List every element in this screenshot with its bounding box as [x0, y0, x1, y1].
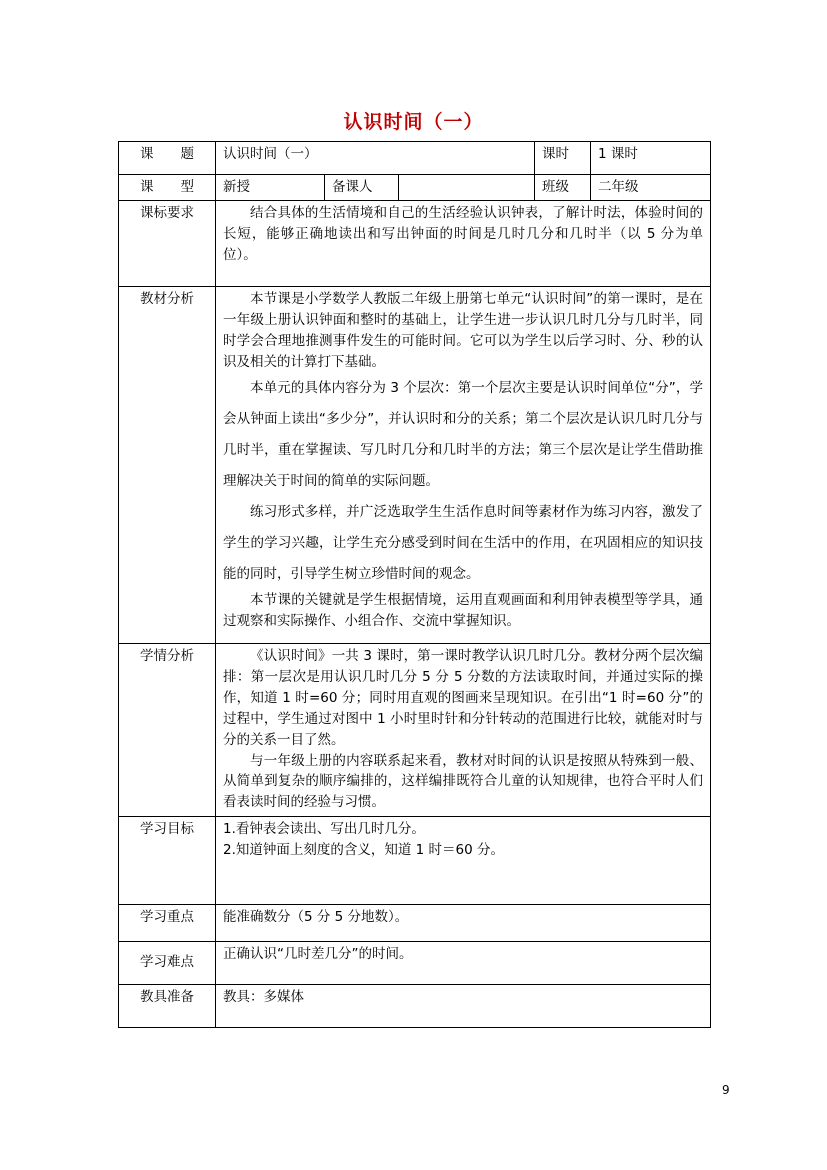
tools-label: 教具准备: [119, 984, 216, 1027]
students-paragraph: 《认识时间》一共 3 课时，第一课时教学认识几时几分。教材分两个层次编排：第一层次是用认识几时几分 5 分 5 分数的方法读取时间，并通过实际的操作，知道 1 时=60 分；同时用直观的图画来呈现知识。在引出“1 时=60 分”的过程中，学生通过对图中 1 小时里时针和分针转动的范围进行比较，就能对时与分的关系一目了然。: [223, 647, 703, 748]
standards-row: [119, 200, 711, 286]
key-point-label: 学习重点: [119, 904, 216, 941]
preparer-value: [399, 175, 535, 201]
standards-text: 结合具体的生活情境和自己的生活经验认识钟表，了解计时法，体验时间的长短，能够正确地读出和写出钟面的时间是几时几分和几时半（以 5 分为单位）。: [223, 204, 703, 263]
tools-text: 教具：多媒体: [216, 984, 711, 1027]
type-value: 新授: [216, 175, 325, 201]
material-paragraph: 练习形式多样，并广泛选取学生生活作息时间等素材作为练习内容，激发了学生的学习兴趣，让学生充分感受到时间在生活中的作用，在巩固相应的知识技能的同时，引导学生树立珍惜时间的观念。: [223, 503, 703, 582]
type-row: [119, 175, 711, 201]
students-paragraph: 与一年级上册的内容联系起来看，教材对时间的认识是按照从特殊到一般、从简单到复杂的顺序编排的，这样编排既符合儿童的认知规律，也符合平时人们看表读时间的经验与习惯。: [223, 752, 703, 811]
page-number: 9: [722, 1083, 730, 1097]
key-point-row: [119, 904, 711, 941]
objectives-label: 学习目标: [119, 816, 216, 904]
grade-label: 班级: [535, 175, 591, 201]
topic-value: 认识时间（一）: [216, 142, 535, 175]
material-row: [119, 286, 711, 643]
lesson-plan-table: [118, 141, 711, 1028]
objective-item: 1.看钟表会读出、写出几时几分。: [223, 820, 425, 837]
key-point-text: 能准确数分（5 分 5 分地数）。: [216, 904, 711, 941]
period-label: 课时: [535, 142, 591, 175]
topic-label: 课 题: [119, 142, 216, 175]
students-label: 学情分析: [119, 643, 216, 816]
preparer-label: 备课人: [325, 175, 399, 201]
document-title: 认识时间（一）: [343, 111, 484, 133]
topic-row: [119, 142, 711, 175]
grade-value: 二年级: [591, 175, 711, 201]
objective-item: 2.知道钟面上刻度的含义，知道 1 时＝60 分。: [223, 841, 505, 858]
students-row: [119, 643, 711, 816]
type-label: 课 型: [119, 175, 216, 201]
period-value: 1 课时: [591, 142, 711, 175]
material-paragraph: 本节课是小学数学人教版二年级上册第七单元“认识时间”的第一课时，是在一年级上册认识钟面和整时的基础上，让学生进一步认识几时几分与几时半，同时学会合理地推测事件发生的可能时间。它可以为学生以后学习时、分、秒的认识及相关的计算打下基础。: [223, 290, 703, 370]
standards-label: 课标要求: [119, 200, 216, 286]
tools-row: [119, 984, 711, 1027]
difficulty-label: 学习难点: [119, 941, 216, 984]
material-paragraph: 本节课的关键就是学生根据情境，运用直观画面和利用钟表模型等学具，通过观察和实际操作、小组合作、交流中掌握知识。: [223, 591, 703, 629]
objectives-row: [119, 816, 711, 904]
material-paragraph: 本单元的具体内容分为 3 个层次：第一个层次主要是认识时间单位“分”，学会从钟面上读出“多少分”，并认识时和分的关系；第二个层次是认识几时几分与几时半，重在掌握读、写几时几分和几时半的方法；第三个层次是让学生借助推理解决关于时间的简单的实际问题。: [223, 379, 703, 489]
difficulty-row: [119, 941, 711, 984]
material-label: 教材分析: [119, 286, 216, 643]
difficulty-text: 正确认识“几时差几分”的时间。: [216, 941, 711, 984]
